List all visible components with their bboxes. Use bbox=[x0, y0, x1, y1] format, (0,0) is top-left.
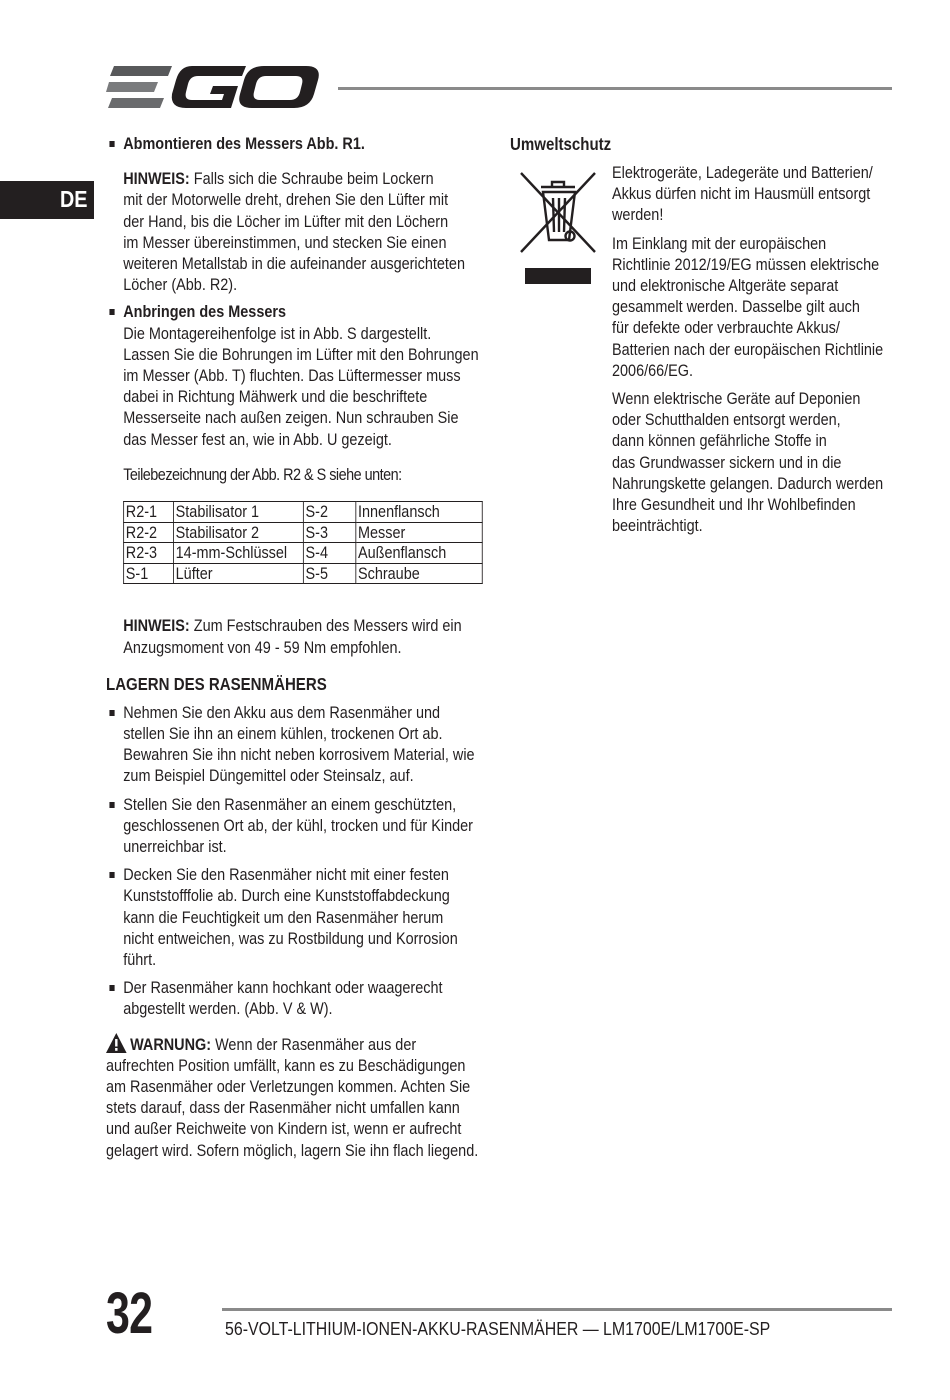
bullet-square-icon bbox=[109, 802, 114, 808]
warning-line: am Rasenmäher oder Verletzungen kommen. Achten Sie bbox=[106, 1077, 471, 1097]
paragraph-line: Ihre Gesundheit und Ihr Wohlbefinden bbox=[612, 495, 856, 515]
note-text: Falls sich die Schraube beim Lockern bbox=[189, 169, 434, 189]
table-cell: R2-2 bbox=[124, 522, 174, 543]
warning-line: gelagert wird. Sofern möglich, lagern Sie ihn flach liegend. bbox=[106, 1140, 479, 1160]
bullet-line: geschlossenen Ort ab, der kühl, trocken und für Kinder bbox=[123, 815, 473, 835]
page-number: 32 bbox=[106, 1281, 153, 1346]
storage-bullet bbox=[106, 864, 556, 970]
bullet-install-blade bbox=[106, 301, 556, 449]
note-line: Löcher (Abb. R2). bbox=[123, 275, 238, 295]
table-cell: S-1 bbox=[124, 563, 174, 584]
bullet-square-icon bbox=[109, 985, 114, 991]
bullet-line: im Messer (Abb. T) fluchten. Das Lüftermesser muss bbox=[123, 366, 461, 386]
paragraph-line: Nahrungskette gelangen. Dadurch werden bbox=[612, 473, 884, 493]
footer-product-title: 56-VOLT-LITHIUM-IONEN-AKKU-RASENMÄHER — LM1700E/LM1700E-SP bbox=[225, 1318, 771, 1339]
bullet-line: kann die Feuchtigkeit um den Rasenmäher herum bbox=[123, 907, 444, 927]
warning-triangle-icon bbox=[106, 1033, 127, 1053]
table-cell: Schraube bbox=[356, 563, 482, 584]
bullet-square-icon bbox=[109, 710, 114, 716]
bullet-square-icon bbox=[109, 141, 114, 147]
note-line: der Hand, bis die Löcher im Lüfter mit den Löchern bbox=[123, 211, 449, 231]
warning-block bbox=[106, 1033, 556, 1161]
note-line: Anzugsmoment von 49 - 59 Nm empfohlen. bbox=[123, 637, 402, 657]
table-cell: R2-3 bbox=[124, 543, 174, 564]
bullet-line: führt. bbox=[123, 950, 157, 970]
language-tab bbox=[0, 181, 94, 219]
footer-rule bbox=[222, 1308, 892, 1311]
paragraph-line: für defekte oder verbrauchte Akkus/ bbox=[612, 318, 840, 338]
bullet-line: Der Rasenmäher kann hochkant oder waagerecht bbox=[123, 978, 443, 998]
table-cell: Außenflansch bbox=[356, 543, 482, 564]
note-label: HINWEIS: bbox=[123, 169, 190, 189]
bullet-line: Nehmen Sie den Akku aus dem Rasenmäher und bbox=[123, 702, 441, 722]
bullet-line: Kunststofffolie ab. Durch eine Kunststoffabdeckung bbox=[123, 886, 450, 906]
bullet-line: Die Montagereihenfolge ist in Abb. S dargestellt. bbox=[123, 323, 432, 343]
note-line: weiteren Metallstab in die aufeinander ausgerichteten bbox=[123, 254, 465, 274]
paragraph-line: dann können gefährliche Stoffe in bbox=[612, 431, 827, 451]
left-column bbox=[106, 132, 556, 1161]
bullet-line: dabei in Richtung Mähwerk und die beschriftete bbox=[123, 387, 428, 407]
bullet-line: Bewahren Sie ihn nicht neben korrosivem Material, wie bbox=[123, 745, 475, 765]
paragraph-line: Batterien nach der europäischen Richtlinie bbox=[612, 339, 884, 359]
paragraph-line: und elektronische Altgeräte separat bbox=[612, 276, 839, 296]
header-rule bbox=[338, 87, 892, 90]
paragraph-line: Im Einklang mit der europäischen bbox=[612, 233, 827, 253]
bullet-line: nicht entweichen, was zu Rostbildung und Korrosion bbox=[123, 928, 458, 948]
bullet-line: Stellen Sie den Rasenmäher an einem geschützten, bbox=[123, 794, 457, 814]
bullet-line: Lassen Sie die Bohrungen im Lüfter mit den Bohrungen bbox=[123, 344, 479, 364]
paragraph-line: Elektrogeräte, Ladegeräte und Batterien/ bbox=[612, 163, 873, 182]
paragraph-line: 2006/66/EG. bbox=[612, 360, 694, 380]
table-cell: S-3 bbox=[303, 522, 355, 543]
table-row bbox=[124, 522, 483, 543]
storage-bullet bbox=[106, 977, 556, 1019]
note-label: HINWEIS: bbox=[123, 616, 190, 636]
table-cell: S-4 bbox=[303, 543, 355, 564]
warning-line: und außer Reichweite von Kindern ist, wenn er aufrecht bbox=[106, 1119, 462, 1139]
warning-label: WARNUNG: bbox=[130, 1034, 212, 1054]
bullet-line: Messerseite nach außen zeigen. Nun schrauben Sie bbox=[123, 408, 459, 428]
ego-logo bbox=[106, 62, 320, 114]
table-cell: Stabilisator 2 bbox=[174, 522, 304, 543]
table-cell: R2-1 bbox=[124, 502, 174, 523]
bullet-remove-blade bbox=[106, 133, 556, 154]
storage-bullet bbox=[106, 794, 556, 858]
note-text: Zum Festschrauben des Messers wird ein bbox=[189, 616, 462, 636]
table-row bbox=[124, 543, 483, 564]
paragraph-line: das Grundwasser sickern und in die bbox=[612, 452, 842, 472]
bullet-line: stellen Sie ihn an einem kühlen, trockenen Ort ab. bbox=[123, 724, 443, 744]
paragraph-line: werden! bbox=[612, 205, 664, 225]
environment-paragraph bbox=[612, 233, 942, 381]
table-row bbox=[124, 502, 483, 523]
table-cell: Lüfter bbox=[174, 563, 304, 584]
language-label: DE bbox=[60, 186, 88, 212]
table-row bbox=[124, 563, 483, 584]
note-torque bbox=[106, 615, 556, 657]
section-title-environment: Umweltschutz bbox=[510, 134, 612, 154]
bullet-line: abgestellt werden. (Abb. V & W). bbox=[123, 999, 333, 1019]
bullet-line: Decken Sie den Rasenmäher nicht mit einer festen bbox=[123, 865, 449, 885]
bullet-square-icon bbox=[109, 872, 114, 878]
table-cell: Stabilisator 1 bbox=[174, 502, 304, 523]
bullet-line: zum Beispiel Düngemittel oder Steinsalz, auf. bbox=[123, 766, 414, 786]
table-cell: S-5 bbox=[303, 563, 355, 584]
paragraph-line: Akkus dürfen nicht im Hausmüll entsorgt bbox=[612, 184, 871, 204]
bullet-title: Abmontieren des Messers Abb. R1. bbox=[123, 134, 365, 153]
environment-paragraph bbox=[612, 162, 942, 226]
warning-line: aufrechten Position umfällt, kann es zu Beschädigungen bbox=[106, 1055, 466, 1075]
warning-text: Wenn der Rasenmäher aus der bbox=[211, 1034, 417, 1054]
table-cell: Messer bbox=[356, 522, 482, 543]
parts-caption: Teilebezeichnung der Abb. R2 & S siehe unten: bbox=[123, 464, 402, 484]
note-line: mit der Motorwelle dreht, drehen Sie den Lüfter mit bbox=[123, 190, 449, 210]
section-title-storage: LAGERN DES RASENMÄHERS bbox=[106, 673, 327, 694]
paragraph-line: gesammelt werden. Dasselbe gilt auch bbox=[612, 297, 860, 317]
warning-line: stets darauf, dass der Rasenmäher nicht umfallen kann bbox=[106, 1098, 460, 1118]
right-column bbox=[510, 132, 950, 536]
paragraph-line: beeinträchtigt. bbox=[612, 516, 703, 536]
bullet-line: das Messer fest an, wie in Abb. U gezeigt. bbox=[123, 429, 392, 449]
bullet-square-icon bbox=[109, 309, 114, 315]
table-cell: Innenflansch bbox=[356, 502, 482, 523]
note-loosening bbox=[106, 168, 556, 295]
paragraph-line: oder Schutthalden entsorgt werden, bbox=[612, 410, 841, 430]
environment-paragraph bbox=[612, 388, 942, 536]
table-cell: S-2 bbox=[303, 502, 355, 523]
parts-table bbox=[123, 501, 482, 584]
note-line: im Messer übereinstimmen, und stecken Sie einen bbox=[123, 232, 447, 252]
paragraph-line: Richtlinie 2012/19/EG müssen elektrische bbox=[612, 254, 880, 274]
bullet-title: Anbringen des Messers bbox=[123, 302, 287, 322]
bullet-line: unerreichbar ist. bbox=[123, 837, 227, 857]
paragraph-line: Wenn elektrische Geräte auf Deponien bbox=[612, 389, 861, 409]
table-cell: 14-mm-Schlüssel bbox=[174, 543, 304, 564]
storage-bullet bbox=[106, 702, 556, 787]
crossed-bin-icon bbox=[518, 170, 598, 288]
